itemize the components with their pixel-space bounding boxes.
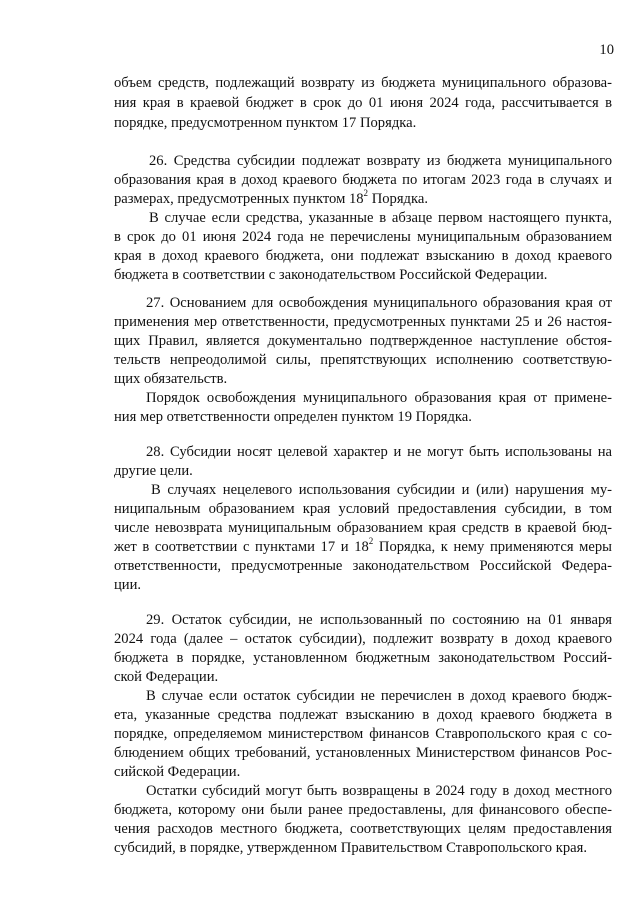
text-line: в срок до 01 июня 2024 года не перечислены муниципальным образованием [114, 229, 612, 245]
text-line: В случае если средства, указанные в абзаце первом настоящего пункта, [149, 210, 612, 226]
text-line: ния мер ответственности определен пунктом 19 Порядка. [114, 409, 472, 425]
text-line: субсидий, в порядке, утвержденном Правительством Ставропольского края. [114, 840, 587, 856]
text-line: порядке, определяемом министерством финансов Ставропольского края с со- [114, 726, 612, 742]
text-line: В случаях нецелевого использования субсидии и (или) нарушения му- [151, 482, 612, 498]
text-line: применения мер ответственности, предусмотренных пунктами 25 и 26 настоя- [114, 314, 612, 330]
text-line: блюдением общих требований, установленных Министерством финансов Рос- [114, 745, 612, 761]
text-line: 29. Остаток субсидии, не использованный по состоянию на 01 января [146, 612, 612, 628]
text-line: 2024 года (далее – остаток субсидии), подлежит возврату в доход краевого [114, 631, 612, 647]
text-line: бюджета в порядке, установленном бюджетным законодательством Россий- [114, 650, 612, 666]
text-line: 27. Основанием для освобождения муниципального образования края от [146, 295, 612, 311]
text-line: образования края в доход краевого бюджета по итогам 2023 года в случаях и [114, 172, 612, 188]
text-line: Порядок освобождения муниципального образования края от примене- [146, 390, 612, 406]
text-line: бюджета в соответствии с законодательством Российской Федерации. [114, 267, 548, 283]
text-line: ответственности, предусмотренные законодательством Российской Федера- [114, 558, 612, 574]
text-line: порядке, предусмотренном пунктом 17 Порядка. [114, 115, 417, 131]
text-line: края в доход краевого бюджета, они подлежат взысканию в доход краевого [114, 248, 612, 264]
text-line [114, 190, 428, 209]
text-line: щих Правил, является документально подтвержденное наступление обстоя- [114, 333, 612, 349]
text-line: другие цели. [114, 463, 193, 479]
text-line: чения расходов местного бюджета, соответствующих целям предоставления [114, 821, 612, 837]
text-fragment: жет в соответствии с пунктами 17 и 18 [114, 539, 369, 555]
text-line: В случае если остаток субсидии не перечислен в доход краевого бюдж- [146, 688, 612, 704]
text-line: сийской Федерации. [114, 764, 241, 780]
text-line: 26. Средства субсидии подлежат возврату из бюджета муниципального [149, 153, 612, 169]
text-fragment: размерах, предусмотренных пунктом 18 [114, 191, 364, 207]
page-number: 10 [599, 42, 614, 58]
text-line: ниципальным образованием края условий предоставления субсидии, в том [114, 501, 612, 517]
text-line: ета, указанные средства подлежат взысканию в доход краевого бюджета в [114, 707, 612, 723]
text-line: объем средств, подлежащий возврату из бюджета муниципального образова- [114, 75, 612, 91]
text-line: числе невозврата муниципальным образованием края средств в краевой бюд- [114, 520, 612, 536]
text-line: бюджета, которому они были ранее предоставлены, для финансового обеспе- [114, 802, 612, 818]
text-line: ции. [114, 577, 142, 593]
text-line: ской Федерации. [114, 669, 219, 685]
superscript: 2 [368, 536, 374, 547]
text-fragment: Порядка. [368, 191, 428, 207]
text-line: щих обязательств. [114, 371, 228, 387]
superscript: 2 [363, 188, 369, 199]
text-line: ния края в краевой бюджет в срок до 01 июня 2024 года, рассчитывается в [114, 95, 612, 111]
text-fragment: Порядка, к нему применяются меры [373, 539, 612, 555]
text-line: 28. Субсидии носят целевой характер и не могут быть использованы на [146, 444, 612, 460]
text-line: Остатки субсидий могут быть возвращены в 2024 году в доход местного [146, 783, 612, 799]
text-line [114, 538, 612, 557]
text-line: тельств непреодолимой силы, препятствующих исполнению соответствую- [114, 352, 612, 368]
